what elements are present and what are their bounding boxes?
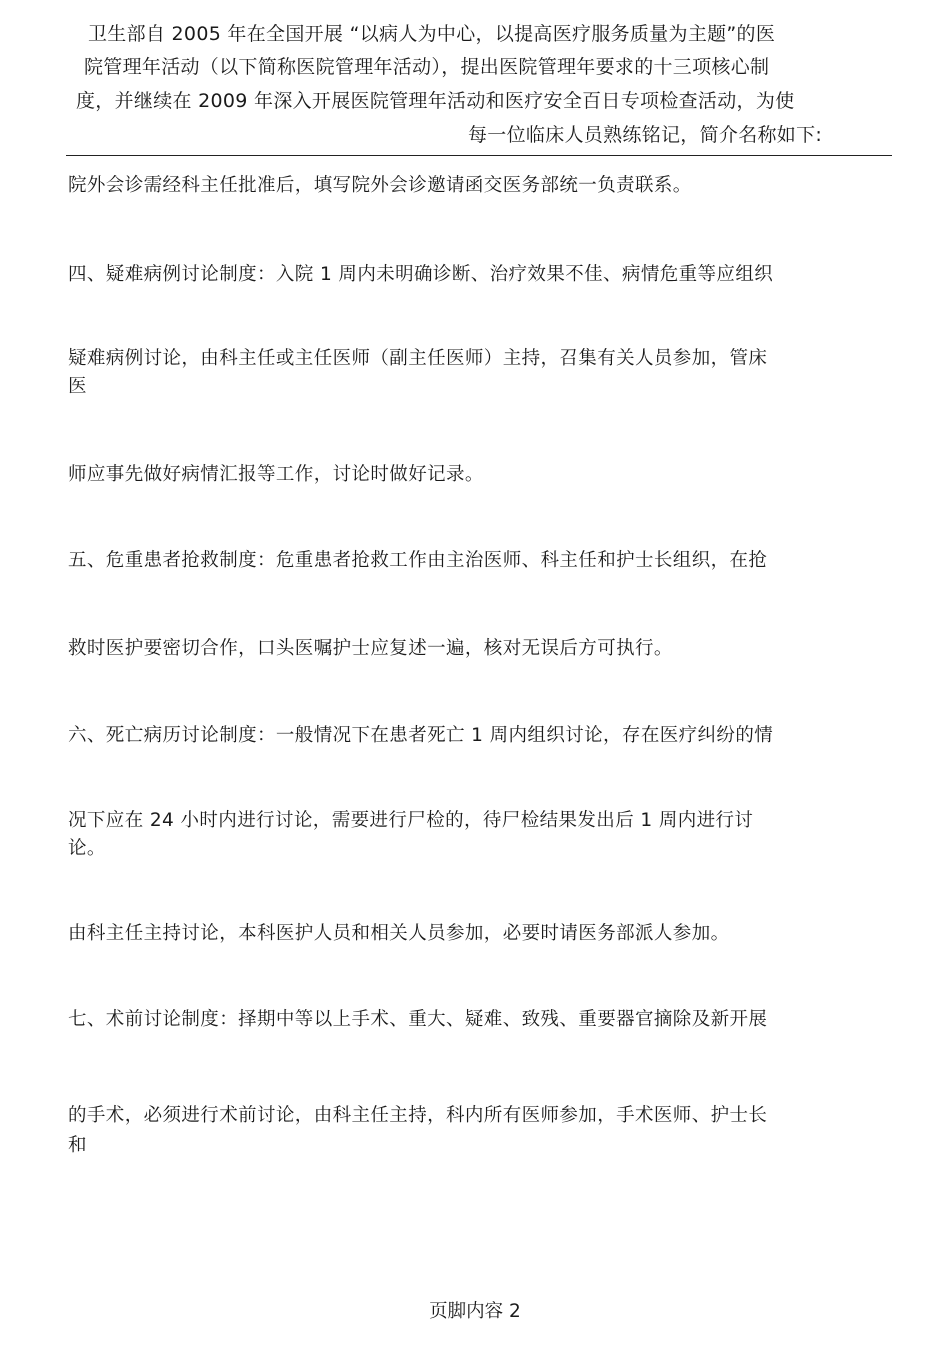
body-line: 的手术，必须进行术前讨论，由科主任主持，科内所有医师参加，手术医师、护士长 <box>68 1105 768 1126</box>
header-divider <box>66 155 892 156</box>
body-line: 疑难病例讨论，由科主任或主任医师（副主任医师）主持，召集有关人员参加，管床 <box>68 348 768 369</box>
body-line: 医 <box>68 376 87 397</box>
body-line: 四、疑难病例讨论制度：入院 1 周内未明确诊断、治疗效果不佳、病情危重等应组织 <box>68 264 774 285</box>
body-line: 七、术前讨论制度：择期中等以上手术、重大、疑难、致残、重要器官摘除及新开展 <box>68 1009 768 1030</box>
header-line-4: 每一位临床人员熟练铭记，简介名称如下: <box>468 124 823 146</box>
document-header <box>66 16 892 156</box>
body-line: 救时医护要密切合作，口头医嘱护士应复述一遍，核对无误后方可执行。 <box>68 638 673 659</box>
body-line: 和 <box>68 1135 87 1156</box>
page-footer: 页脚内容 2 <box>429 1301 521 1322</box>
body-line: 六、死亡病历讨论制度：一般情况下在患者死亡 1 周内组织讨论，存在医疗纠纷的情 <box>68 725 774 746</box>
body-line: 由科主任主持讨论，本科医护人员和相关人员参加，必要时请医务部派人参加。 <box>68 923 730 944</box>
body-line: 师应事先做好病情汇报等工作，讨论时做好记录。 <box>68 464 484 485</box>
body-line: 论。 <box>68 838 106 859</box>
header-line-1: 卫生部自 2005 年在全国开展 “以病人为中心，以提高医疗服务质量为主题”的医 <box>88 23 776 45</box>
body-line: 院外会诊需经科主任批准后，填写院外会诊邀请函交医务部统一负责联系。 <box>68 175 692 196</box>
body-line: 况下应在 24 小时内进行讨论，需要进行尸检的，待尸检结果发出后 1 周内进行讨 <box>68 810 754 831</box>
header-line-3: 度，并继续在 2009 年深入开展医院管理年活动和医疗安全百日专项检查活动，为使 <box>76 90 795 112</box>
header-line-2: 院管理年活动（以下简称医院管理年活动），提出医院管理年要求的十三项核心制 <box>84 56 770 78</box>
body-line: 五、危重患者抢救制度：危重患者抢救工作由主治医师、科主任和护士长组织，在抢 <box>68 550 768 571</box>
